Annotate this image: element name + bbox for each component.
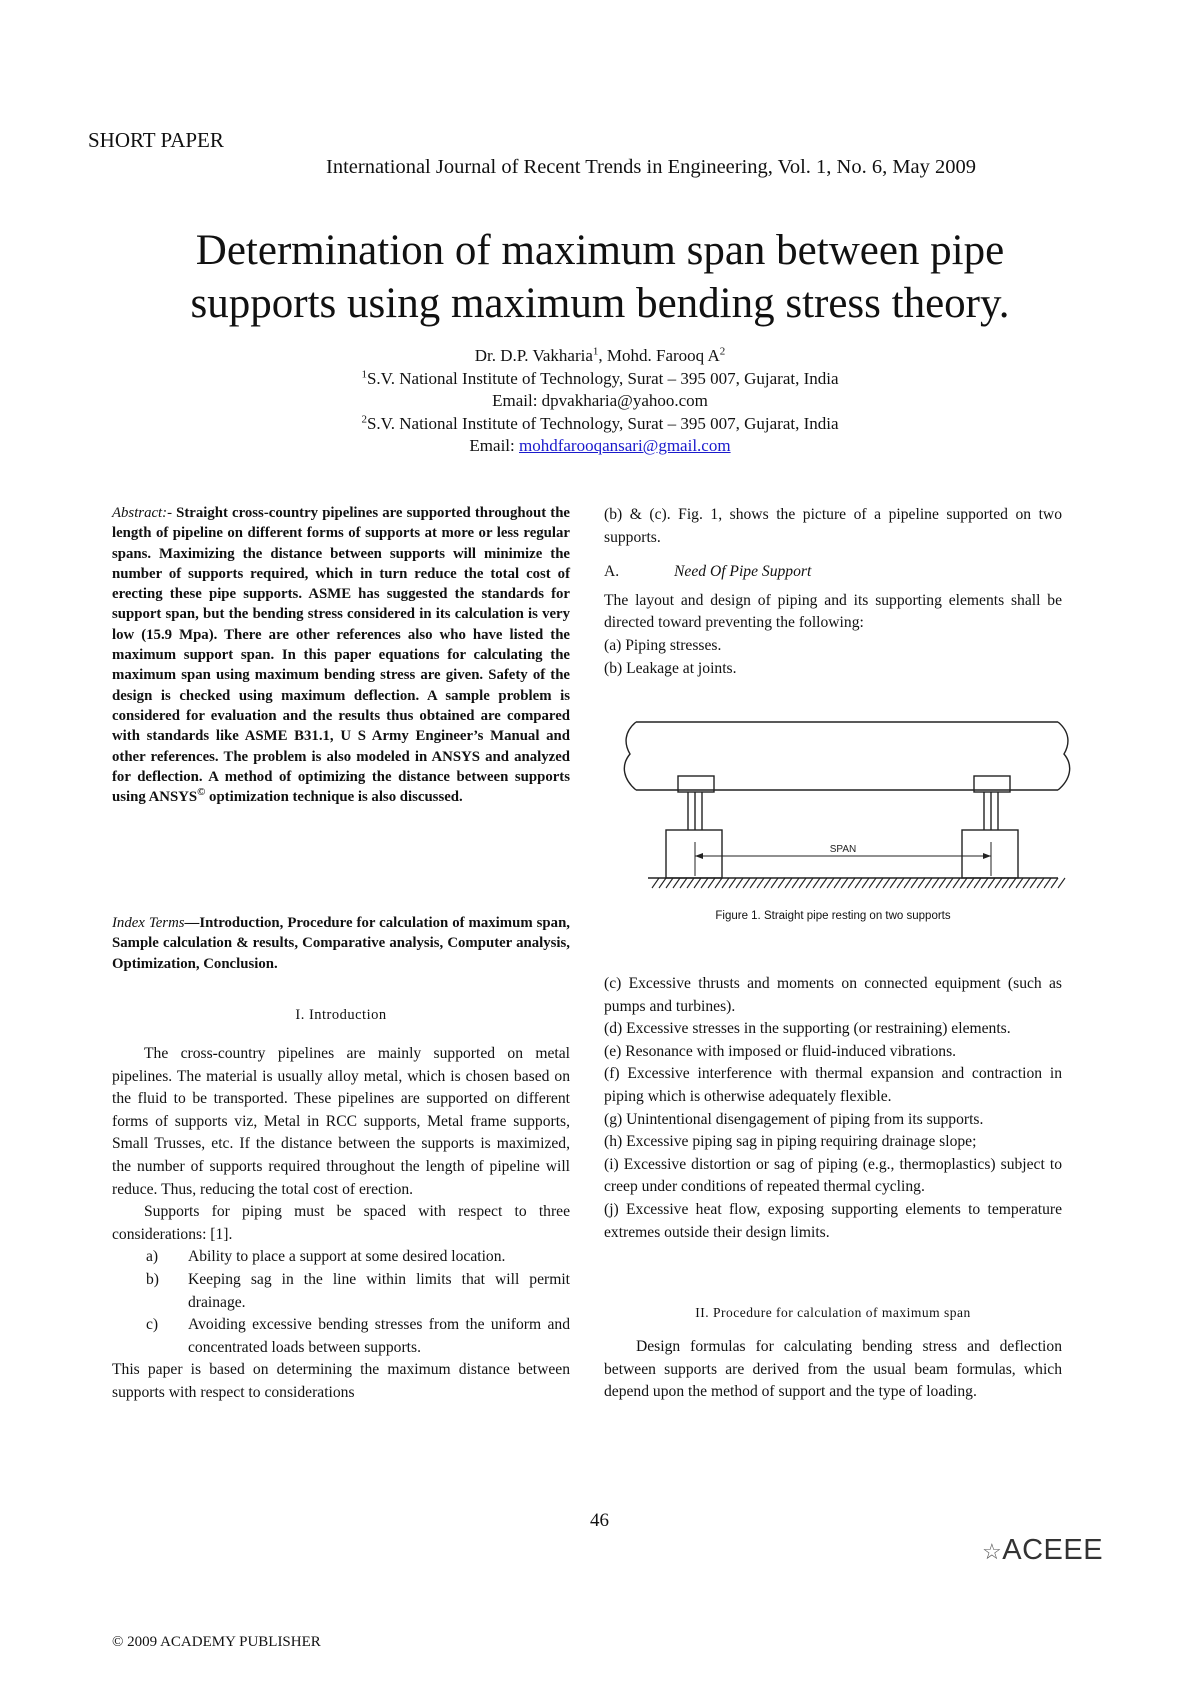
index-terms: Index Terms—Introduction, Procedure for calculation of maximum span, Sample calculation & results, Comparative analysis, Computer analysis, Optimization, Conclusion.: [112, 915, 570, 972]
list-item: (j) Excessive heat flow, exposing supporting elements to temperature extremes outside their design limits.: [604, 1200, 1062, 1241]
list-item: (b) Leakage at joints.: [604, 659, 737, 677]
copyright: © 2009 ACADEMY PUBLISHER: [112, 1634, 321, 1650]
pipe-support-figure: [618, 714, 1088, 904]
section-2-paragraph: Design formulas for calculating bending stress and deflection between supports are derived from the usual beam formulas, which depend upon the method of support and the type of loading.: [604, 1338, 1062, 1401]
abstract: Abstract:- Straight cross-country pipelines are supported throughout the length of pipeline on different forms of supports at more or less regular spans. Maximizing the distance between supports will minimize the number of supports required, which in turn reduce the total cost of erecting these pipe supports. ASME has suggested the standards for support span, but the bending stress considered in its calculation is very low (15.9 Mpa). There are other references also who have listed the maximum support span. In this paper equations for calculating the maximum span using maximum bending stress are given. Safety of the design is checked using maximum deflection. A sample problem is considered for evaluation and the results thus obtained are compared with standards like ASME B31.1, U S Army Engineer’s Manual and other references. The problem is also modeled in ANSYS and analyzed for deflection. A method of optimizing the distance between supports using ANSYS© optimization technique is also discussed.: [112, 505, 570, 806]
pipe-right-break: [1058, 722, 1070, 790]
considerations-list: [112, 1246, 570, 1359]
span-label: SPAN: [829, 844, 857, 855]
list-item: b) Keeping sag in the line within limits that will permit drainage.: [146, 1270, 570, 1311]
list-item: a) Ability to place a support at some desired location.: [146, 1248, 506, 1266]
journal-citation: International Journal of Recent Trends in Engineering, Vol. 1, No. 6, May 2009: [326, 156, 977, 178]
ground-hatching: [652, 878, 1065, 888]
author-block: [100, 345, 1100, 458]
publisher-logo: ☆ACEEE: [982, 1534, 1104, 1566]
intro-body: [112, 1043, 570, 1405]
intro-paragraph-1: The cross-country pipelines are mainly supported on metal pipelines. The material is usually alloy metal, which is chosen based on the fluid to be transported. These pipelines are supported on different forms of supports viz, Metal in RCC supports, Metal frame supports, Small Trusses, etc. If the distance between the supports is maximized, the number of supports required throughout the length of pipeline will reduce. Thus, reducing the total cost of erection.: [112, 1045, 570, 1198]
layout-paragraph: The layout and design of piping and its supporting elements shall be directed toward preventing the following:: [604, 591, 1062, 632]
list-item: (c) Excessive thrusts and moments on connected equipment (such as pumps and turbines).: [604, 975, 1062, 1015]
affiliation-1: $^1$S.V. National Institute of Technology, Surat – 395 007, Gujarat, India: [361, 367, 839, 388]
list-item: (a) Piping stresses.: [604, 636, 722, 654]
list-item: (h) Excessive piping sag in piping requiring drainage slope;: [604, 1133, 977, 1151]
left-support-pedestal: [666, 830, 722, 878]
list-item: (i) Excessive distortion or sag of piping (e.g., thermoplastics) subject to creep under conditions of repeated thermal cycling.: [604, 1155, 1062, 1196]
intro-paragraph-2: Supports for piping must be spaced with respect to three considerations: [1].: [112, 1203, 570, 1243]
email-2: Email: mohdfarooqansari@gmail.com: [469, 436, 731, 455]
list-item: (g) Unintentional disengagement of piping from its supports.: [604, 1110, 984, 1128]
intro-paragraph-3: This paper is based on determining the maximum distance between supports with respect to considerations: [112, 1361, 570, 1401]
author-names: Dr. D.P. Vakharia$^1$, Mohd. Farooq $A^2$: [474, 345, 726, 365]
list-item: c) Avoiding excessive bending stresses from the uniform and concentrated loads between supports.: [146, 1316, 570, 1356]
section-label: SHORT PAPER: [88, 128, 224, 152]
section-2-heading: II. Procedure for calculation of maximum span: [695, 1305, 971, 1320]
section-2-body: [604, 1336, 1062, 1404]
list-item: (f) Excessive interference with thermal expansion and contraction in piping which is otherwise adequately flexible.: [604, 1065, 1062, 1105]
right-column-top: [604, 504, 1062, 680]
continuation-paragraph: (b) & (c). Fig. 1, shows the picture of a pipeline supported on two supports.: [604, 506, 1062, 546]
pipe-left-break: [624, 722, 636, 790]
title-line-1: Determination of maximum span between pipe: [195, 227, 1005, 274]
right-column-list: [604, 973, 1062, 1244]
right-support-pedestal: [962, 830, 1018, 878]
email-link[interactable]: mohdfarooqansari@gmail.com: [519, 436, 731, 455]
list-item: (d) Excessive stresses in the supporting (or restraining) elements.: [604, 1020, 1011, 1038]
page-number: 46: [590, 1510, 609, 1531]
list-item: (e) Resonance with imposed or fluid-induced vibrations.: [604, 1042, 957, 1060]
affiliation-2: $^2$S.V. National Institute of Technology, Surat – 395 007, Gujarat, India: [361, 412, 839, 433]
email-1: Email: dpvakharia@yahoo.com: [492, 391, 708, 410]
star-icon: ☆: [982, 1539, 1003, 1564]
subsection-heading: A. Need Of Pipe Support: [604, 563, 812, 581]
title-line-2: supports using maximum bending stress theory.: [190, 280, 1010, 327]
intro-heading: I. Introduction: [295, 1007, 387, 1023]
paper-title: [100, 224, 1100, 330]
figure-caption: Figure 1. Straight pipe resting on two supports: [715, 910, 951, 922]
